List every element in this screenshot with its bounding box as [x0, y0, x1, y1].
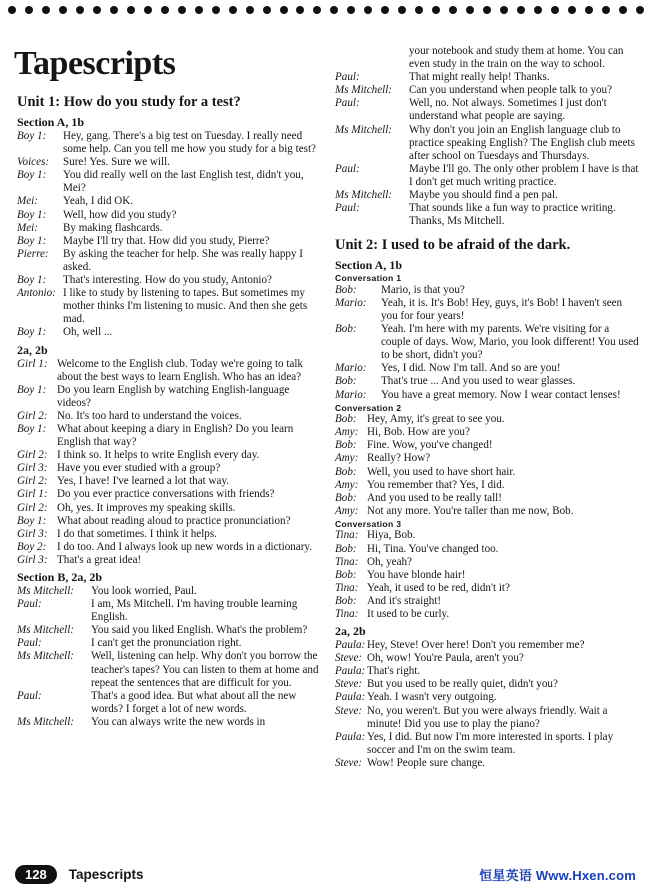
speaker-label: Boy 1:: [17, 130, 47, 142]
line-text: What about keeping a diary in English? Do you learn English that way?: [57, 422, 294, 449]
line-text: Can you understand when people talk to you?: [409, 84, 613, 97]
speaker-label: Girl 2:: [17, 475, 48, 488]
line-text: Hi, Tina. You've changed too.: [367, 542, 499, 555]
dialogue-line: [17, 541, 325, 554]
dialogue-line: [335, 505, 639, 518]
conversation2-heading: Conversation 2: [335, 402, 402, 413]
line-text: I do that sometimes. I think it helps.: [57, 527, 217, 540]
line-text: Hiya, Bob.: [367, 529, 416, 542]
speaker-label: Boy 1:: [17, 383, 47, 396]
speaker-label: Pierre:: [17, 247, 49, 260]
page-title: Tapescripts: [14, 45, 176, 82]
speaker-label: Bob:: [335, 323, 357, 336]
speaker-label: Mario:: [335, 388, 367, 401]
dialogue-line: [335, 652, 639, 665]
line-text: That's true ... And you used to wear glasses.: [381, 375, 576, 388]
dialogue-line: [17, 235, 325, 248]
line-text: That sounds like a fun way to practice writing. Thanks, Ms Mitchell.: [409, 202, 616, 228]
line-text: That's interesting. How do you study, Antonio?: [63, 274, 272, 287]
line-text: Hi, Bob. How are you?: [367, 426, 470, 439]
line-text: You can always write the new words in: [91, 715, 266, 728]
unit1-sectionA-dialogue: [17, 130, 325, 340]
unit2-sectionA-heading: Section A, 1b: [335, 258, 403, 273]
line-text: Maybe you should find a pen pal.: [409, 189, 558, 202]
border-dot: [212, 6, 220, 14]
dialogue-line: [335, 71, 639, 84]
speaker-label: Paul:: [17, 637, 42, 650]
dialogue-line: [17, 515, 325, 528]
line-text: Yeah. I'm here with my parents. We're visiting for a couple of days. Wow, Mario, you look different! You used to be short, didn't you?: [381, 323, 639, 362]
line-text: What about reading aloud to practice pronunciation?: [57, 514, 291, 527]
dialogue-line: [335, 678, 639, 691]
dialogue-line: [17, 488, 325, 501]
speaker-label: Ms Mitchell:: [17, 715, 74, 728]
speaker-label: Ms Mitchell:: [335, 84, 392, 97]
unit2-2a2b-heading: 2a, 2b: [335, 624, 366, 639]
dialogue-line: [17, 410, 325, 423]
dialogue-line: [335, 608, 639, 621]
dialogue-line: [335, 543, 639, 556]
border-dot: [381, 6, 389, 14]
conversation3-dialogue: [335, 529, 639, 621]
dialogue-line: [17, 326, 325, 339]
border-dot: [517, 6, 525, 14]
dialogue-line: [17, 598, 325, 624]
line-text: Why don't you join an English language club to practice speaking English? The English club meets after school on Tuesdays and Thursdays.: [409, 123, 635, 162]
line-text: Oh, well ...: [63, 326, 113, 339]
line-text: Welcome to the English club. Today we're going to talk about the best ways to learn English. Who has an idea?: [57, 357, 303, 383]
speaker-label: Paul:: [335, 71, 360, 84]
border-dot: [229, 6, 237, 14]
dialogue-line: [17, 449, 325, 462]
dialogue-line: [17, 274, 325, 287]
line-text: By making flashcards.: [63, 221, 163, 234]
dialogue-line: [17, 637, 325, 650]
dialogue-line: [17, 528, 325, 541]
border-dot: [602, 6, 610, 14]
speaker-label: Steve:: [335, 678, 363, 691]
speaker-label: Amy:: [335, 478, 359, 491]
speaker-label: Boy 2:: [17, 540, 47, 553]
speaker-label: Bob:: [335, 568, 357, 581]
right-column: [335, 45, 639, 770]
border-dot: [178, 6, 186, 14]
dialogue-line: [335, 466, 639, 479]
speaker-label: Amy:: [335, 426, 359, 439]
border-dot: [449, 6, 457, 14]
dialogue-line: [17, 650, 325, 689]
watermark: 恒星英语 Www.Hxen.com: [479, 868, 636, 883]
speaker-label: Paul:: [335, 202, 360, 215]
footer-title: Tapescripts: [68, 867, 144, 882]
dialogue-line: [17, 287, 325, 326]
dialogue-line: [335, 389, 639, 402]
speaker-label: Paul:: [335, 162, 360, 175]
line-text: Have you ever studied with a group?: [57, 462, 221, 475]
line-text: Hey, gang. There's a big test on Tuesday. I really need some help. Can you tell me how you study for a big test?: [63, 130, 316, 156]
line-text: Yes, I did. Now I'm tall. And so are you!: [381, 362, 561, 375]
border-dot: [636, 6, 644, 14]
line-text: You did really well on the last English test, didn't you, Mei?: [63, 169, 304, 195]
border-dot: [500, 6, 508, 14]
speaker-label: Mei:: [17, 221, 38, 234]
conversation2-dialogue: [335, 413, 639, 518]
dialogue-line: [335, 529, 639, 542]
dialogue-line: [335, 705, 639, 731]
line-text: Do you learn English by watching English-language videos?: [57, 383, 290, 409]
line-text: By asking the teacher for help. She was really happy I asked.: [63, 247, 303, 273]
speaker-label: Bob:: [335, 439, 357, 452]
line-text: Not any more. You're taller than me now, Bob.: [367, 504, 574, 517]
line-text: Yes, I did. But now I'm more interested in sports. I play soccer and I'm on the swim team.: [367, 730, 614, 756]
dialogue-line: [17, 195, 325, 208]
dialogue-line: [17, 475, 325, 488]
line-text: No. It's too hard to understand the voices.: [57, 409, 242, 422]
line-text: And you used to be really tall!: [367, 491, 502, 504]
speaker-label: Girl 3:: [17, 462, 48, 475]
line-text: Yeah. I wasn't very outgoing.: [367, 691, 497, 704]
line-text: You said you liked English. What's the problem?: [91, 624, 308, 637]
speaker-label: Paula:: [335, 691, 366, 704]
dialogue-line: [17, 248, 325, 274]
border-dot: [76, 6, 84, 14]
line-text: Do you ever practice conversations with friends?: [57, 488, 275, 501]
line-text: Sure! Yes. Sure we will.: [63, 156, 170, 169]
speaker-label: Mario:: [335, 296, 367, 309]
line-text: I am, Ms Mitchell. I'm having trouble learning English.: [91, 598, 298, 624]
speaker-label: Bob:: [335, 491, 357, 504]
speaker-label: Boy 1:: [17, 234, 47, 247]
unit1-sectionB-continued: [335, 71, 639, 228]
speaker-label: Paula:: [335, 665, 366, 678]
unit1-sectionA-heading: Section A, 1b: [17, 115, 85, 129]
line-text: It used to be curly.: [367, 607, 450, 620]
dialogue-line: [335, 452, 639, 465]
speaker-label: Bob:: [335, 594, 357, 607]
conversation3-heading: Conversation 3: [335, 518, 402, 529]
speaker-label: Girl 2:: [17, 409, 48, 422]
border-dot: [296, 6, 304, 14]
border-dot: [432, 6, 440, 14]
speaker-label: Girl 2:: [17, 449, 48, 462]
dialogue-line: [335, 426, 639, 439]
border-dot: [347, 6, 355, 14]
speaker-label: Bob:: [335, 283, 357, 296]
dialogue-line: [335, 124, 639, 163]
line-text: Really? How?: [367, 452, 431, 465]
unit1-sectionB-heading: Section B, 2a, 2b: [17, 570, 103, 584]
carry-over-text: your notebook and study them at home. You can even study in the train on the way to school.: [409, 45, 624, 71]
speaker-label: Boy 1:: [17, 274, 47, 287]
speaker-label: Paula:: [335, 639, 366, 652]
border-dot: [59, 6, 67, 14]
border-dot: [466, 6, 474, 14]
conversation1-heading: Conversation 1: [335, 273, 402, 284]
line-text: You have blonde hair!: [367, 568, 466, 581]
dialogue-line: [17, 502, 325, 515]
border-dot: [263, 6, 271, 14]
dialogue-line: [17, 222, 325, 235]
dialogue-line: [335, 202, 639, 228]
border-dot: [551, 6, 559, 14]
dialogue-line: [17, 130, 325, 156]
speaker-label: Bob:: [335, 413, 357, 426]
dialogue-line: [335, 479, 639, 492]
border-dot: [144, 6, 152, 14]
speaker-label: Tina:: [335, 607, 359, 620]
speaker-label: Girl 1:: [17, 488, 48, 501]
dialogue-line: [335, 569, 639, 582]
dialogue-line: [335, 375, 639, 388]
dialogue-line: [335, 691, 639, 704]
speaker-label: Ms Mitchell:: [17, 585, 74, 597]
dialogue-line: [335, 323, 639, 362]
border-dot: [398, 6, 406, 14]
dialogue-line: [335, 582, 639, 595]
dialogue-line: [335, 97, 639, 123]
dialogue-line: [17, 585, 325, 598]
line-text: Well, how did you study?: [63, 208, 177, 221]
conversation1-dialogue: [335, 284, 639, 402]
unit1-2a2b-dialogue: [17, 358, 325, 568]
line-text: Yes, I have! I've learned a lot that way.: [57, 475, 230, 488]
speaker-label: Antonio:: [17, 287, 56, 300]
border-dot: [110, 6, 118, 14]
speaker-label: Paula:: [335, 730, 366, 743]
line-text: Yeah, it used to be red, didn't it?: [367, 581, 510, 594]
page-footer: [15, 865, 143, 884]
border-dot: [534, 6, 542, 14]
speaker-label: Steve:: [335, 704, 363, 717]
line-text: Oh, wow! You're Paula, aren't you?: [367, 652, 524, 665]
dialogue-line: [17, 462, 325, 475]
border-dot: [415, 6, 423, 14]
border-dot: [195, 6, 203, 14]
speaker-label: Bob:: [335, 465, 357, 478]
speaker-label: Steve:: [335, 652, 363, 665]
speaker-label: Paul:: [17, 689, 42, 702]
border-dot: [25, 6, 33, 14]
dialogue-line: [17, 716, 325, 729]
unit1-heading: Unit 1: How do you study for a test?: [17, 94, 241, 110]
border-dot: [8, 6, 16, 14]
dialogue-line: [335, 297, 639, 323]
speaker-label: Mario:: [335, 362, 367, 375]
dialogue-line: [17, 169, 325, 195]
left-column: [17, 93, 325, 729]
speaker-label: Tina:: [335, 581, 359, 594]
line-text: Wow! People sure change.: [367, 756, 486, 769]
line-text: Oh, yeah?: [367, 555, 412, 568]
dialogue-line: [335, 284, 639, 297]
dialogue-line: [17, 209, 325, 222]
dialogue-line: [17, 358, 325, 384]
line-text: Fine. Wow, you've changed!: [367, 439, 493, 452]
page-number: 128: [15, 865, 57, 884]
dialogue-line: [335, 163, 639, 189]
dialogue-line: [335, 556, 639, 569]
dialogue-line: [335, 439, 639, 452]
line-text: Maybe I'll go. The only other problem I have is that I don't get much writing practice.: [409, 162, 639, 188]
dialogue-line: [335, 413, 639, 426]
speaker-label: Steve:: [335, 756, 363, 769]
border-dot: [585, 6, 593, 14]
dialogue-line: [17, 554, 325, 567]
line-text: Yeah, it is. It's Bob! Hey, guys, it's Bob! I haven't seen you for four years!: [381, 296, 623, 322]
unit1-sectionB-dialogue: [17, 585, 325, 729]
speaker-label: Tina:: [335, 529, 359, 542]
speaker-label: Amy:: [335, 504, 359, 517]
line-text: Well, listening can help. Why don't you borrow the teacher's tapes? You can listen to them at home and repeat the sentences that are difficult for you.: [91, 650, 319, 689]
dialogue-line: [335, 757, 639, 770]
dialogue-line: [17, 384, 325, 410]
speaker-label: Bob:: [335, 542, 357, 555]
border-dot: [42, 6, 50, 14]
line-text: You have a great memory. Now I wear contact lenses!: [381, 388, 621, 401]
unit2-heading: Unit 2: I used to be afraid of the dark.: [335, 237, 571, 254]
border-dot: [330, 6, 338, 14]
speaker-label: Ms Mitchell:: [17, 624, 74, 637]
dialogue-line: [335, 362, 639, 375]
line-text: No, you weren't. But you were always friendly. Wait a minute! Did you use to play the piano?: [367, 704, 608, 730]
dialogue-line: [335, 731, 639, 757]
border-dot: [619, 6, 627, 14]
speaker-label: Boy 1:: [17, 326, 47, 339]
line-text: Hey, Amy, it's great to see you.: [367, 413, 505, 426]
border-dot: [246, 6, 254, 14]
line-text: Yeah, I did OK.: [63, 195, 134, 208]
border-dot: [280, 6, 288, 14]
border-dot: [364, 6, 372, 14]
line-text: You remember that? Yes, I did.: [367, 478, 505, 491]
line-text: Oh, yes. It improves my speaking skills.: [57, 501, 236, 514]
line-text: I can't get the pronunciation right.: [91, 637, 242, 650]
line-text: That's a great idea!: [57, 553, 142, 566]
speaker-label: Girl 3:: [17, 553, 48, 566]
speaker-label: Tina:: [335, 555, 359, 568]
dialogue-line: [17, 156, 325, 169]
line-text: You look worried, Paul.: [91, 585, 197, 597]
speaker-label: Girl 1:: [17, 357, 48, 370]
line-text: But you used to be really quiet, didn't you?: [367, 678, 558, 691]
line-text: That might really help! Thanks.: [409, 71, 550, 84]
speaker-label: Mei:: [17, 195, 38, 208]
dialogue-line: [335, 639, 639, 652]
border-dot: [313, 6, 321, 14]
line-text: Mario, is that you?: [381, 283, 465, 296]
dialogue-line: [17, 624, 325, 637]
speaker-label: Paul:: [335, 97, 360, 110]
speaker-label: Boy 1:: [17, 422, 47, 435]
speaker-label: Bob:: [335, 375, 357, 388]
line-text: Well, you used to have short hair.: [367, 465, 516, 478]
top-dot-border: [8, 6, 644, 18]
line-text: I think so. It helps to write English every day.: [57, 449, 260, 462]
dialogue-line: [17, 690, 325, 716]
dialogue-line: [17, 423, 325, 449]
unit1-2a2b-heading: 2a, 2b: [17, 342, 48, 357]
speaker-label: Boy 1:: [17, 169, 47, 182]
speaker-label: Ms Mitchell:: [335, 123, 392, 136]
line-text: And it's straight!: [367, 594, 442, 607]
dialogue-line: [335, 84, 639, 97]
speaker-label: Ms Mitchell:: [17, 650, 74, 663]
line-text: I like to study by listening to tapes. But sometimes my mother thinks I'm listening to music. And then she gets mad.: [63, 287, 308, 326]
line-text: Well, no. Not always. Sometimes I just don't understand what people are saying.: [409, 97, 607, 123]
dialogue-line: [335, 665, 639, 678]
line-text: I do too. And I always look up new words in a dictionary.: [57, 540, 313, 553]
speaker-label: Ms Mitchell:: [335, 189, 392, 202]
line-text: Maybe I'll try that. How did you study, Pierre?: [63, 234, 270, 247]
speaker-label: Amy:: [335, 452, 359, 465]
speaker-label: Boy 1:: [17, 208, 47, 221]
border-dot: [161, 6, 169, 14]
border-dot: [127, 6, 135, 14]
dialogue-line: [335, 189, 639, 202]
line-text: Hey, Steve! Over here! Don't you remember me?: [367, 639, 585, 652]
unit2-2a2b-dialogue: [335, 639, 639, 770]
dialogue-line: [335, 492, 639, 505]
line-text: That's a good idea. But what about all the new words? I forget a lot of new words.: [91, 689, 297, 715]
dialogue-line: [335, 595, 639, 608]
speaker-label: Boy 1:: [17, 514, 47, 527]
speaker-label: Paul:: [17, 598, 42, 611]
line-text: That's right.: [367, 665, 421, 678]
speaker-label: Girl 3:: [17, 527, 48, 540]
border-dot: [93, 6, 101, 14]
speaker-label: Voices:: [17, 156, 50, 169]
border-dot: [568, 6, 576, 14]
speaker-label: Girl 2:: [17, 501, 48, 514]
border-dot: [483, 6, 491, 14]
